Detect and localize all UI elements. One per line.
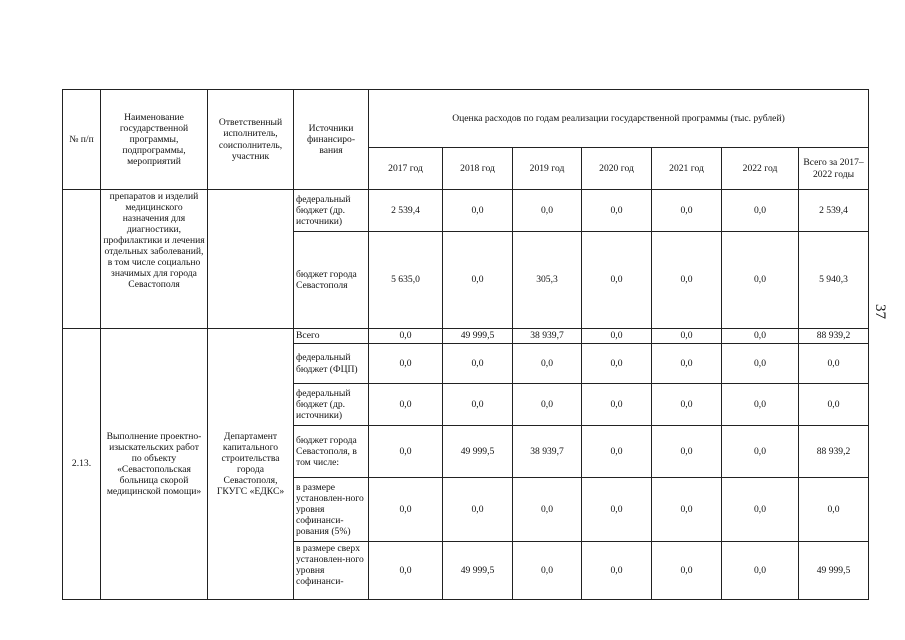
- header-estimate: Оценка расходов по годам реализации государственной программы (тыс. рублей): [369, 90, 869, 148]
- value-cell: 0,0: [369, 426, 443, 478]
- block2-responsible: Департамент капитального строительства города Севастополя, ГКУГС «ЕДКС»: [208, 329, 294, 600]
- value-cell: 0,0: [582, 542, 652, 600]
- value-cell: 0,0: [652, 384, 722, 426]
- year-2022: 2022 год: [722, 148, 799, 190]
- year-2018: 2018 год: [443, 148, 513, 190]
- value-cell: 0,0: [722, 542, 799, 600]
- value-cell: 0,0: [443, 384, 513, 426]
- value-cell: 0,0: [722, 329, 799, 344]
- block2-num: 2.13.: [63, 329, 101, 600]
- value-cell: 0,0: [582, 232, 652, 329]
- value-cell: 0,0: [443, 344, 513, 384]
- value-cell: 0,0: [582, 190, 652, 232]
- value-cell: 0,0: [652, 426, 722, 478]
- value-cell: 88 939,2: [799, 329, 869, 344]
- year-total: Всего за 2017–2022 годы: [799, 148, 869, 190]
- value-cell: 49 999,5: [799, 542, 869, 600]
- value-cell: 2 539,4: [799, 190, 869, 232]
- value-cell: 0,0: [652, 478, 722, 542]
- value-cell: 0,0: [513, 384, 582, 426]
- year-2020: 2020 год: [582, 148, 652, 190]
- value-cell: 0,0: [652, 232, 722, 329]
- block1-responsible: [208, 190, 294, 329]
- table-row: [63, 190, 869, 232]
- value-cell: 38 939,7: [513, 329, 582, 344]
- value-cell: 0,0: [443, 478, 513, 542]
- value-cell: 0,0: [369, 344, 443, 384]
- value-cell: 0,0: [722, 478, 799, 542]
- year-2019: 2019 год: [513, 148, 582, 190]
- value-cell: 0,0: [369, 542, 443, 600]
- header-name: Наименование государственной программы, подпрограммы, мероприятий: [101, 90, 208, 190]
- value-cell: 0,0: [369, 478, 443, 542]
- page-number: 37: [872, 304, 888, 319]
- year-2021: 2021 год: [652, 148, 722, 190]
- value-cell: 49 999,5: [443, 329, 513, 344]
- table-row: [63, 329, 869, 344]
- value-cell: 0,0: [513, 542, 582, 600]
- block1-num: [63, 190, 101, 329]
- value-cell: 0,0: [799, 478, 869, 542]
- value-cell: 0,0: [722, 426, 799, 478]
- value-cell: 0,0: [582, 344, 652, 384]
- value-cell: 0,0: [799, 344, 869, 384]
- value-cell: 0,0: [652, 329, 722, 344]
- value-cell: 49 999,5: [443, 426, 513, 478]
- budget-table: [62, 89, 869, 600]
- value-cell: 0,0: [369, 329, 443, 344]
- value-cell: 0,0: [799, 384, 869, 426]
- source-cell: федеральный бюджет (ФЦП): [294, 344, 369, 384]
- value-cell: 305,3: [513, 232, 582, 329]
- source-cell: бюджет города Севастополя, в том числе:: [294, 426, 369, 478]
- header-source: Источники финансиро-вания: [294, 90, 369, 190]
- value-cell: 0,0: [722, 232, 799, 329]
- value-cell: 0,0: [722, 384, 799, 426]
- source-cell: в размере установлен-ного уровня софинанси-рования (5%): [294, 478, 369, 542]
- header-row: [63, 90, 869, 148]
- value-cell: 2 539,4: [369, 190, 443, 232]
- year-2017: 2017 год: [369, 148, 443, 190]
- block1-name: препаратов и изделий медицинского назначения для диагностики, профилактики и лечения отдельных заболеваний, в том числе социально значимых для города Севастополя: [101, 190, 208, 329]
- value-cell: 0,0: [582, 426, 652, 478]
- value-cell: 0,0: [443, 190, 513, 232]
- source-cell: в размере сверх установлен-ного уровня софинанси-: [294, 542, 369, 600]
- value-cell: 0,0: [513, 190, 582, 232]
- value-cell: 0,0: [513, 344, 582, 384]
- value-cell: 0,0: [582, 478, 652, 542]
- value-cell: 0,0: [722, 190, 799, 232]
- block2-name: Выполнение проектно-изыскательских работ по объекту «Севастопольская больница скорой медицинской помощи»: [101, 329, 208, 600]
- value-cell: 88 939,2: [799, 426, 869, 478]
- value-cell: 0,0: [722, 344, 799, 384]
- value-cell: 0,0: [443, 232, 513, 329]
- value-cell: 5 635,0: [369, 232, 443, 329]
- value-cell: 0,0: [652, 344, 722, 384]
- source-cell: федеральный бюджет (др. источники): [294, 384, 369, 426]
- value-cell: 0,0: [582, 329, 652, 344]
- source-cell: Всего: [294, 329, 369, 344]
- source-cell: федеральный бюджет (др. источники): [294, 190, 369, 232]
- value-cell: 38 939,7: [513, 426, 582, 478]
- value-cell: 0,0: [582, 384, 652, 426]
- value-cell: 5 940,3: [799, 232, 869, 329]
- header-responsible: Ответственный исполнитель, соисполнитель, участник: [208, 90, 294, 190]
- value-cell: 49 999,5: [443, 542, 513, 600]
- value-cell: 0,0: [369, 384, 443, 426]
- header-num: № п/п: [63, 90, 101, 190]
- value-cell: 0,0: [652, 542, 722, 600]
- source-cell: бюджет города Севастополя: [294, 232, 369, 329]
- value-cell: 0,0: [513, 478, 582, 542]
- value-cell: 0,0: [652, 190, 722, 232]
